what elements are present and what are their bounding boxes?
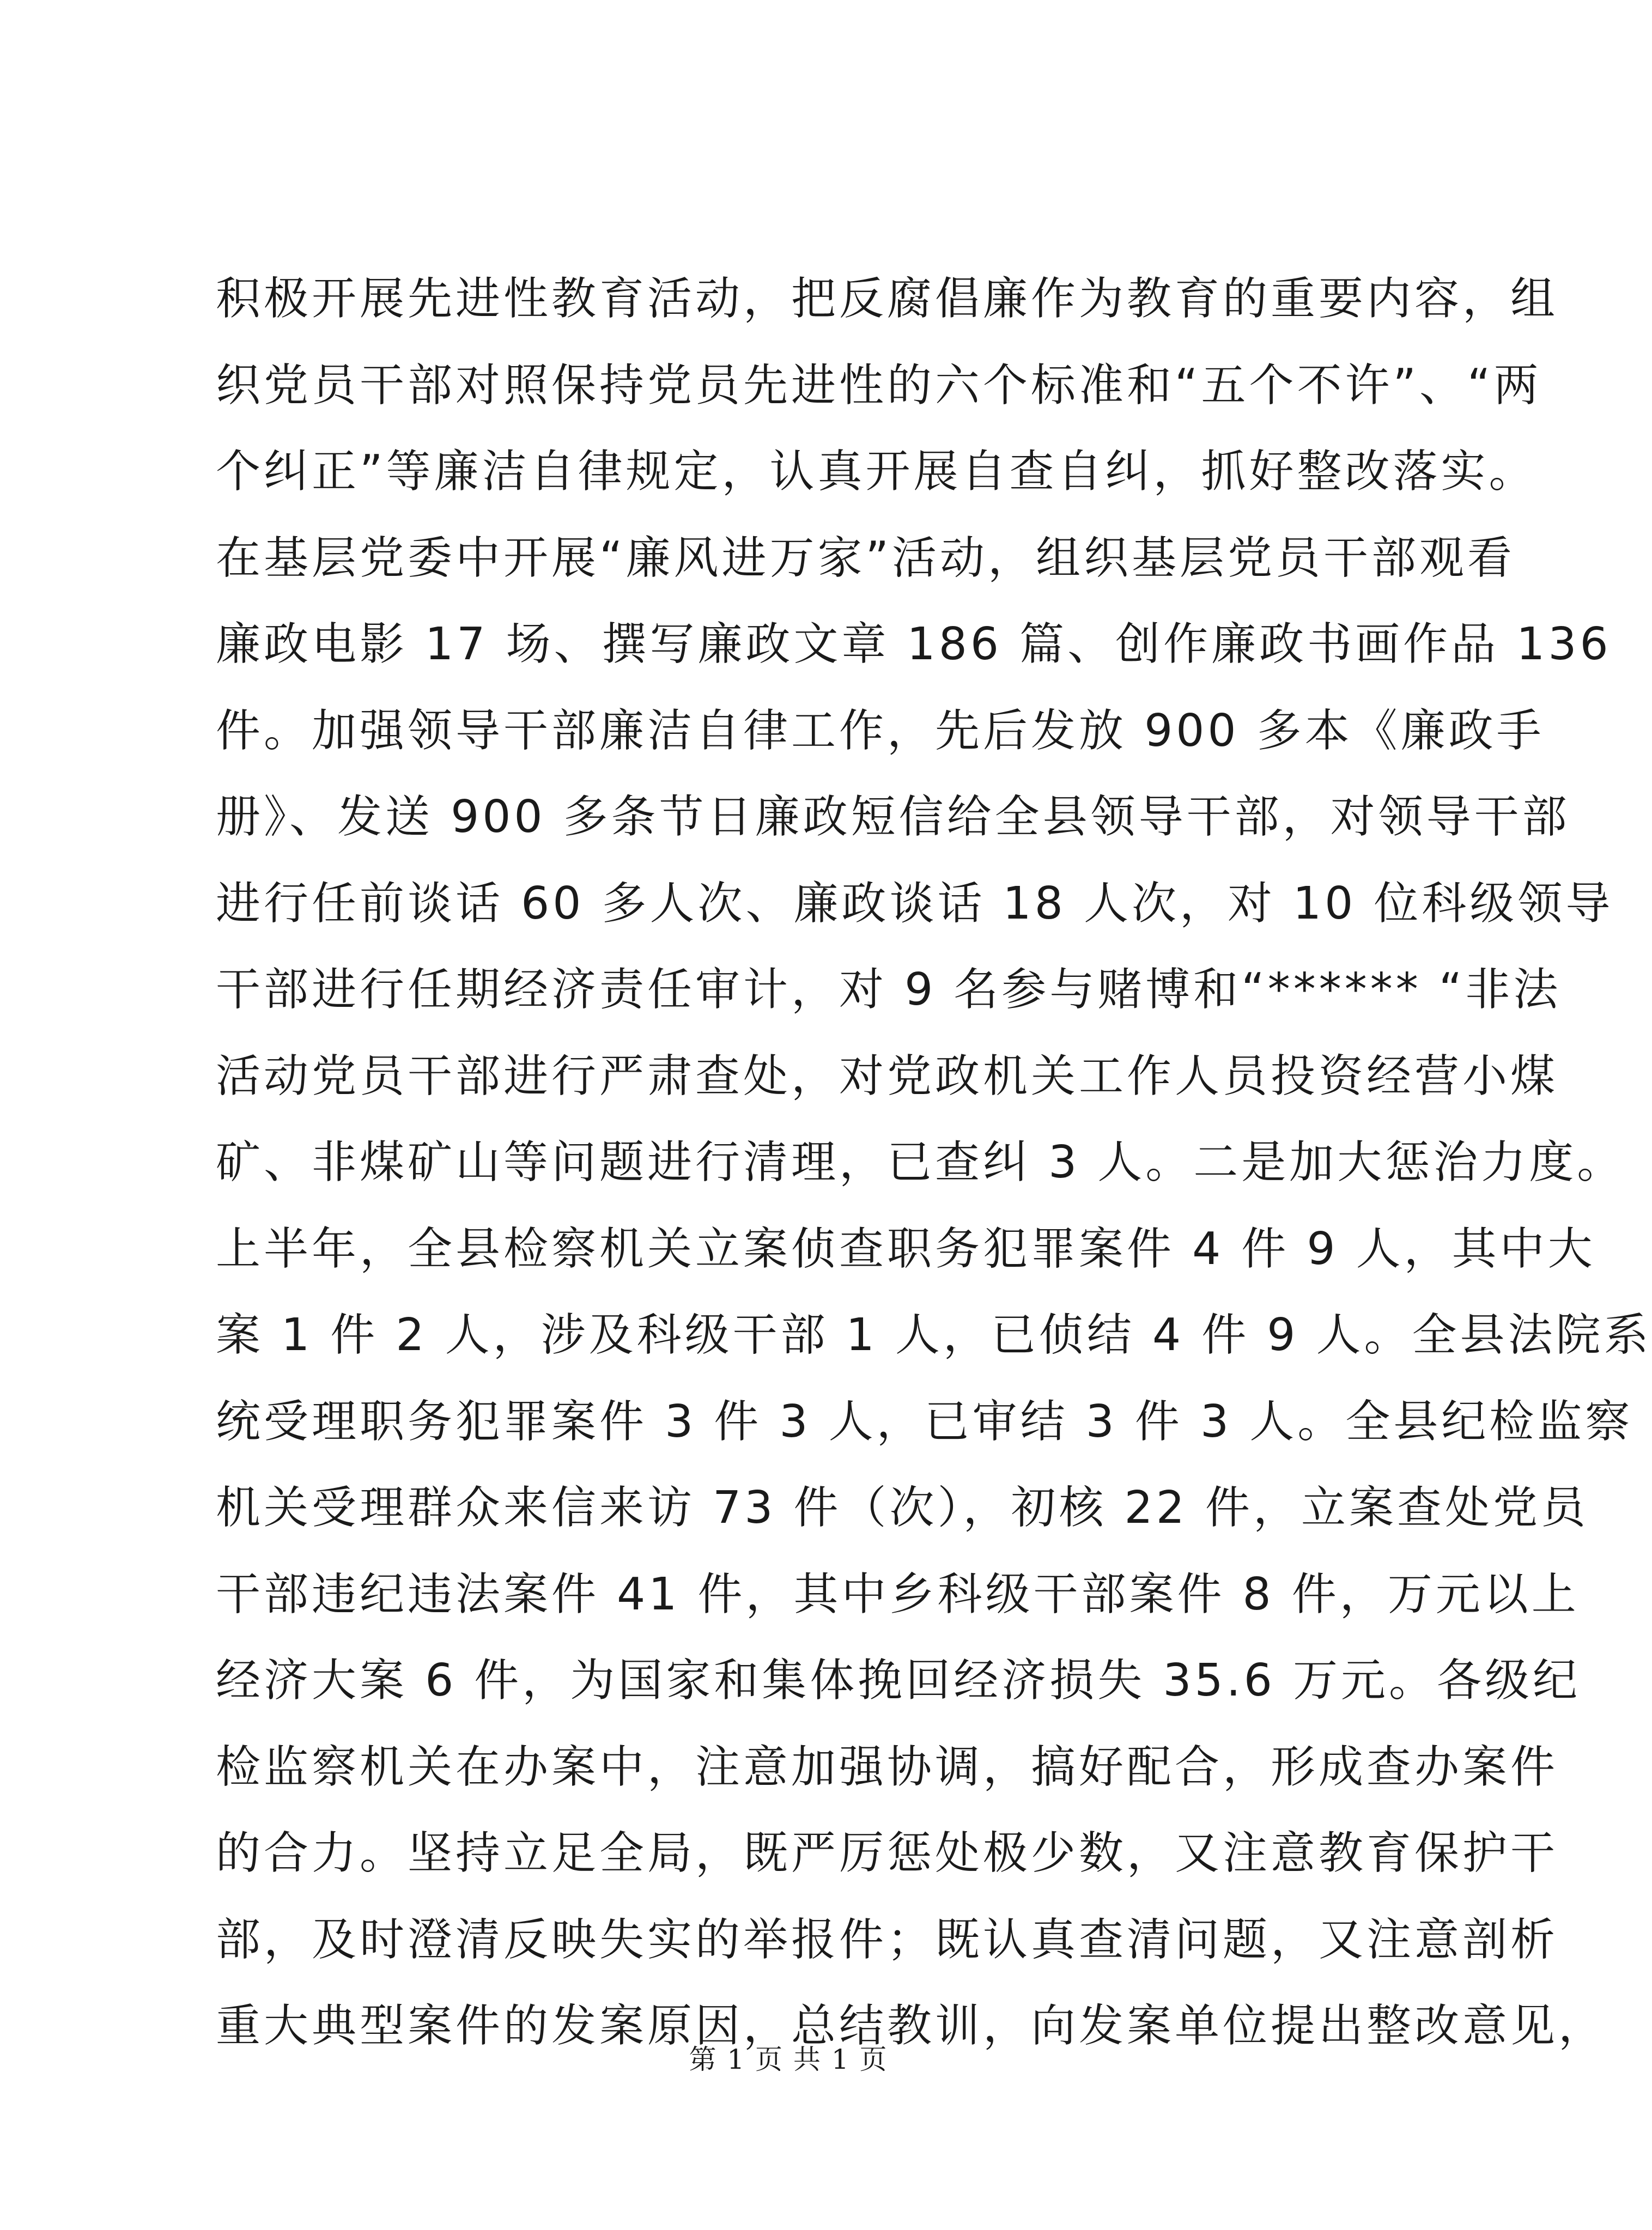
- text-line-11: 矿、非煤矿山等问题进行清理，已查纠 3 人。二是加大惩治力度。: [216, 1137, 1625, 1188]
- text-line-9: 干部进行任期经济责任审计，对 9 名参与赌博和“****** “非法: [216, 964, 1562, 1016]
- text-line-17: 经济大案 6 件，为国家和集体挽回经济损失 35.6 万元。各级纪: [216, 1655, 1581, 1706]
- text-line-2: 织党员干部对照保持党员先进性的六个标准和“五个不许”、“两: [216, 359, 1542, 411]
- text-line-6: 件。加强领导干部廉洁自律工作，先后发放 900 多本《廉政手: [216, 704, 1545, 757]
- text-line-1: 积极开展先进性教育活动，把反腐倡廉作为教育的重要内容，组: [216, 273, 1559, 325]
- text-line-20: 部，及时澄清反映失实的举报件；既认真查清问题，又注意剖析: [216, 1913, 1559, 1966]
- text-line-7: 册》、发送 900 多条节日廉政短信给全县领导干部，对领导干部: [216, 791, 1570, 843]
- text-line-12: 上半年，全县检察机关立案侦查职务犯罪案件 4 件 9 人，其中大: [216, 1223, 1596, 1275]
- text-line-15: 机关受理群众来信来访 73 件（次），初核 22 件，立案查处党员: [216, 1482, 1589, 1534]
- text-line-8: 进行任前谈话 60 多人次、廉政谈话 18 人次，对 10 位科级领导: [216, 877, 1614, 929]
- document-body: [216, 256, 1652, 2070]
- text-line-14: 统受理职务犯罪案件 3 件 3 人，已审结 3 件 3 人。全县纪检监察: [216, 1395, 1633, 1448]
- text-line-13: 案 1 件 2 人，涉及科级干部 1 人，已侦结 4 件 9 人。全县法院系: [216, 1309, 1652, 1361]
- text-line-18: 检监察机关在办案中，注意加强协调，搞好配合，形成查办案件: [216, 1741, 1559, 1793]
- text-line-4: 在基层党委中开展“廉风进万家”活动，组织基层党员干部观看: [216, 532, 1515, 584]
- text-line-19: 的合力。坚持立足全局，既严厉惩处极少数，又注意教育保护干: [216, 1827, 1559, 1879]
- text-line-10: 活动党员干部进行严肃查处，对党政机关工作人员投资经营小煤: [216, 1050, 1559, 1102]
- text-line-5: 廉政电影 17 场、撰写廉政文章 186 篇、创作廉政书画作品 136: [216, 618, 1612, 670]
- page-footer: 第 1 页 共 1 页: [689, 2044, 888, 2075]
- text-line-16: 干部违纪违法案件 41 件，其中乡科级干部案件 8 件，万元以上: [216, 1568, 1580, 1620]
- text-line-3: 个纠正”等廉洁自律规定，认真开展自查自纠，抓好整改落实。: [216, 446, 1537, 497]
- text-line-21: 重大典型案件的发案原因，总结教训，向发案单位提出整改意见，: [216, 2000, 1607, 2052]
